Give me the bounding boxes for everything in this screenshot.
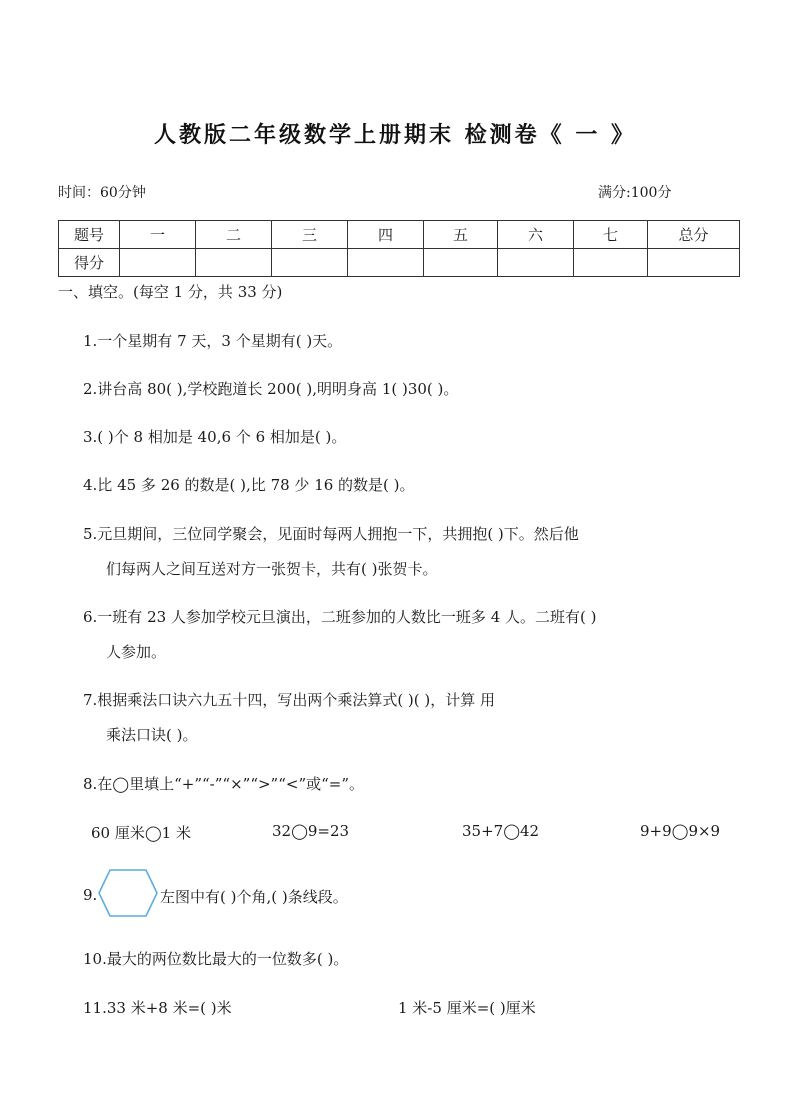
q8-item-3: 35+7◯42 [462, 822, 540, 840]
table-cell: 三 [272, 221, 348, 249]
table-cell: 总分 [648, 221, 740, 249]
score-cell[interactable] [348, 249, 424, 277]
hexagon-figure [96, 867, 160, 919]
q8-item-4: 9+9◯9×9 [640, 822, 721, 840]
table-cell: 六 [498, 221, 574, 249]
score-table-score-row [59, 249, 740, 277]
question-4: 4.比 45 多 26 的数是( ),比 78 少 16 的数是( )。 [83, 476, 415, 494]
table-cell: 五 [424, 221, 498, 249]
table-cell: 四 [348, 221, 424, 249]
question-2: 2.讲台高 80( ),学校跑道长 200( ),明明身高 1( )30( )。 [83, 380, 459, 398]
score-cell[interactable] [648, 249, 740, 277]
score-cell[interactable] [498, 249, 574, 277]
table-cell: 二 [196, 221, 272, 249]
score-table-header-row [59, 221, 740, 249]
table-cell: 七 [574, 221, 648, 249]
table-cell: 得分 [59, 249, 120, 277]
score-cell[interactable] [424, 249, 498, 277]
question-9-number: 9. [83, 886, 98, 904]
question-6-line-1: 6.一班有 23 人参加学校元旦演出，二班参加的人数比一班多 4 人。二班有( ) [83, 608, 597, 626]
question-5-line-2: 们每两人之间互送对方一张贺卡，共有( )张贺卡。 [106, 560, 438, 578]
table-cell: 一 [120, 221, 196, 249]
score-table [58, 220, 740, 277]
question-9-text: 左图中有( )个角,( )条线段。 [160, 888, 348, 906]
question-10: 10.最大的两位数比最大的一位数多( )。 [83, 950, 349, 968]
question-1: 1.一个星期有 7 天，3 个星期有( )天。 [83, 332, 343, 350]
score-cell[interactable] [574, 249, 648, 277]
question-11-part-2: 1 米-5 厘米=( )厘米 [398, 999, 536, 1017]
time-label: 时间：60分钟 [58, 185, 146, 201]
page-title: 人教版二年级数学上册期末 检测卷《 一 》 [154, 123, 636, 148]
full-score-label: 满分:100分 [598, 185, 672, 201]
question-11-part-1: 11.33 米+8 米=( )米 [83, 999, 232, 1017]
section-heading: 一、填空。(每空 1 分，共 33 分) [58, 283, 283, 301]
question-3: 3.( )个 8 相加是 40,6 个 6 相加是( )。 [83, 428, 347, 446]
score-cell[interactable] [196, 249, 272, 277]
question-7-line-1: 7.根据乘法口诀六九五十四，写出两个乘法算式( )( )，计算 用 [83, 691, 496, 709]
table-cell: 题号 [59, 221, 120, 249]
question-5-line-1: 5.元旦期间，三位同学聚会，见面时每两人拥抱一下，共拥抱( )下。然后他 [83, 525, 579, 543]
score-cell[interactable] [272, 249, 348, 277]
question-6-line-2: 人参加。 [106, 643, 167, 661]
q8-item-2: 32◯9=23 [272, 822, 350, 840]
q8-item-1: 60 厘米◯1 米 [91, 824, 191, 842]
question-7-line-2: 乘法口诀( )。 [106, 726, 198, 744]
question-8: 8.在◯里填上“+”“-”“×”“>”“<”或“=”。 [83, 775, 365, 793]
score-cell[interactable] [120, 249, 196, 277]
